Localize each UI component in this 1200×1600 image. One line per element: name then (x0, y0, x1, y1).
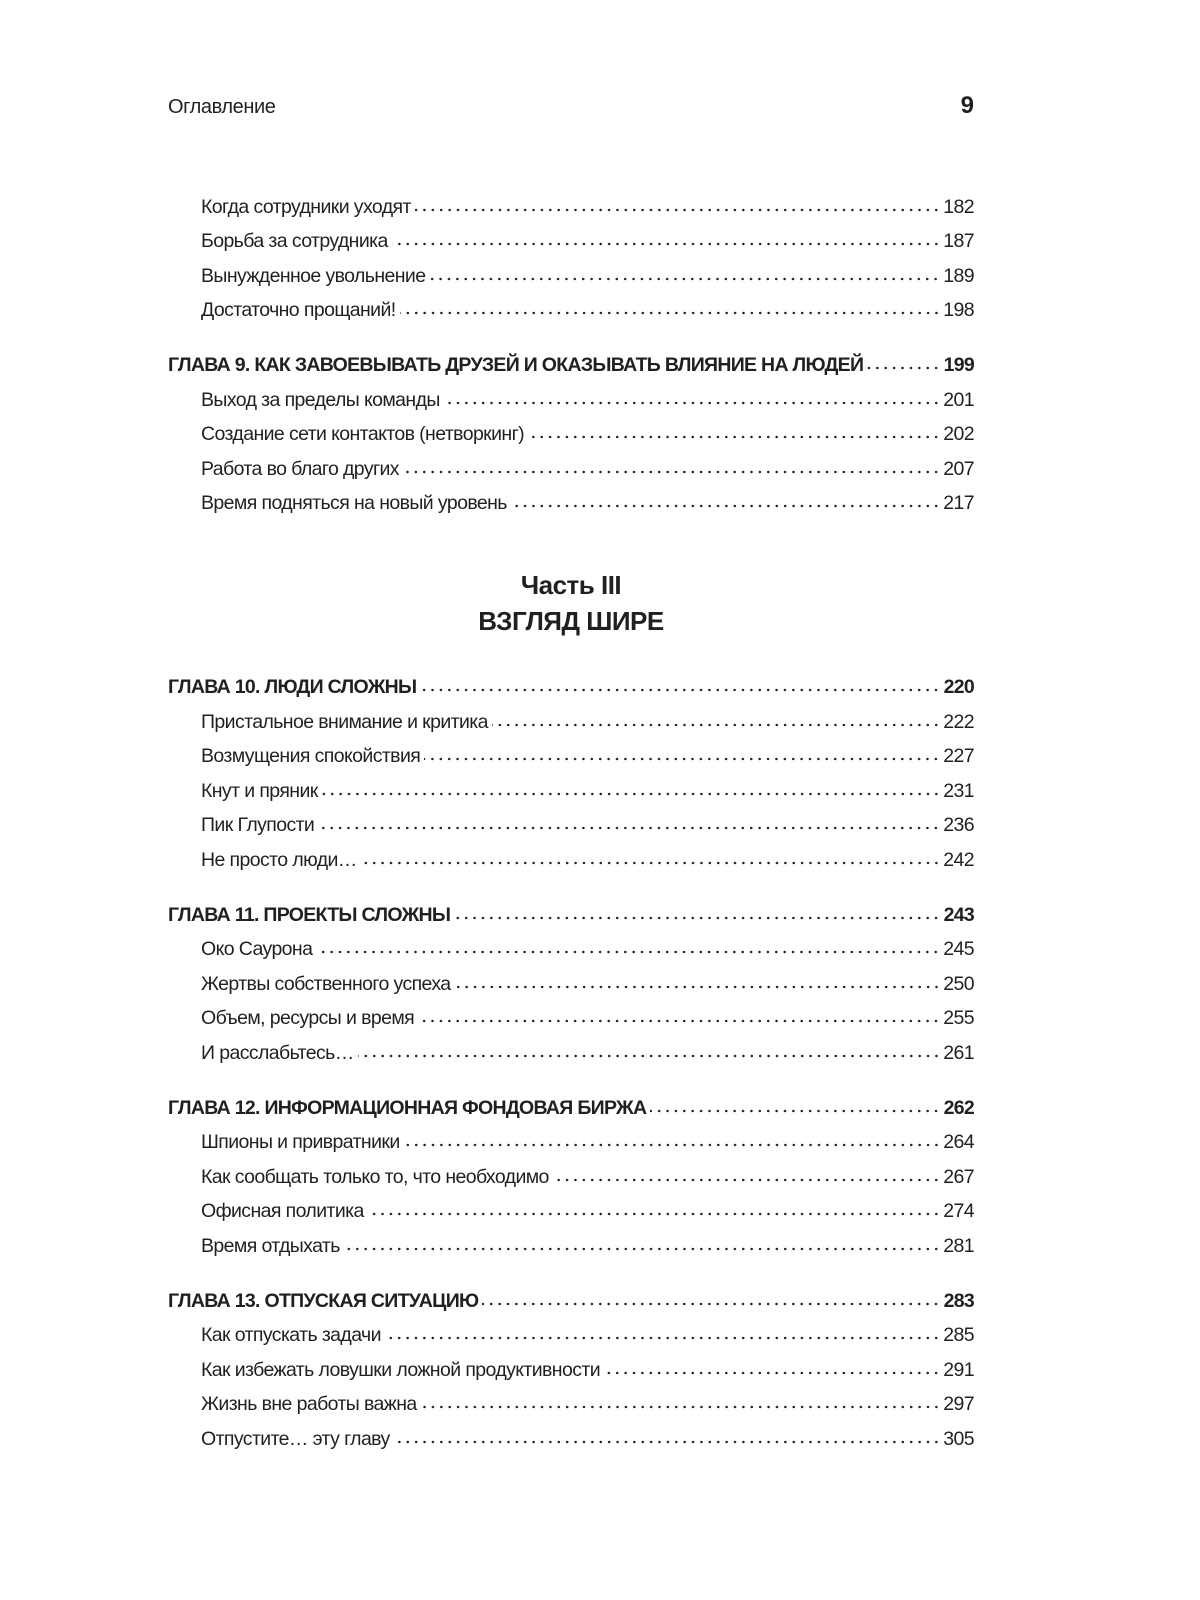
dot-leader (418, 1018, 940, 1024)
dot-leader (344, 1246, 940, 1252)
toc-chapter-entry[interactable] (168, 661, 974, 699)
toc-section-entry[interactable] (168, 481, 974, 516)
entry-page-number: 231 (943, 779, 974, 802)
entry-page-number: 267 (943, 1165, 974, 1188)
page-number: 9 (960, 92, 974, 119)
entry-title: Шпионы и привратники (201, 1131, 400, 1153)
toc-section-entry[interactable] (168, 837, 974, 872)
dot-leader (455, 984, 941, 990)
entry-page-number: 243 (943, 903, 974, 926)
dot-leader (444, 400, 940, 406)
entry-title: Выход за пределы команды (201, 388, 440, 411)
toc-section-entry[interactable] (168, 377, 974, 412)
toc-section-entry[interactable] (168, 803, 974, 838)
entry-page-number: 198 (943, 299, 974, 321)
entry-page-number: 262 (943, 1096, 974, 1119)
entry-title: Жертвы собственного успеха (201, 972, 451, 995)
entry-title: Не просто люди… (201, 848, 357, 871)
entry-title: Вынужденное увольнение (201, 264, 426, 287)
entry-page-number: 236 (943, 814, 974, 836)
dot-leader (454, 915, 940, 921)
dot-leader (394, 1439, 941, 1445)
dot-leader (404, 1142, 941, 1148)
entry-page-number: 285 (943, 1324, 974, 1346)
entry-title: ГЛАВА 12. ИНФОРМАЦИОННАЯ ФОНДОВАЯ БИРЖА (168, 1096, 647, 1119)
dot-leader (415, 207, 940, 213)
dot-leader (553, 1177, 940, 1183)
dot-leader (482, 1301, 940, 1307)
entry-page-number: 220 (943, 676, 974, 698)
entry-title: И расслабьтесь… (201, 1041, 354, 1064)
dot-leader (368, 1211, 941, 1217)
entry-page-number: 305 (943, 1427, 974, 1450)
dot-leader (316, 949, 940, 955)
entry-page-number: 245 (943, 938, 974, 960)
entry-title: ГЛАВА 13. ОТПУСКАЯ СИТУАЦИЮ (168, 1289, 479, 1312)
toc-chapter-entry[interactable] (168, 1082, 974, 1120)
entry-title: Как отпускать задачи (201, 1324, 381, 1346)
toc-section-entry[interactable] (168, 1189, 974, 1224)
toc-section-entry[interactable] (168, 288, 974, 323)
toc-section-entry[interactable] (168, 1120, 974, 1155)
dot-leader (421, 1404, 941, 1410)
toc-chapter-entry[interactable] (168, 889, 974, 927)
toc-section-entry[interactable] (168, 996, 974, 1031)
entry-title: Достаточно прощаний! (201, 299, 396, 321)
dot-leader (424, 756, 940, 762)
dot-leader (511, 503, 940, 509)
entry-page-number: 201 (943, 388, 974, 411)
entry-page-number: 250 (943, 972, 974, 995)
toc-section-entry[interactable] (168, 219, 974, 254)
toc-section-entry[interactable] (168, 734, 974, 769)
entry-page-number: 283 (943, 1289, 974, 1312)
dot-leader (403, 469, 940, 475)
entry-title: ГЛАВА 11. ПРОЕКТЫ СЛОЖНЫ (168, 903, 451, 926)
entry-title: ГЛАВА 9. КАК ЗАВОЕВЫВАТЬ ДРУЗЕЙ И ОКАЗЫВАТЬ ВЛИЯНИЕ НА ЛЮДЕЙ (168, 354, 864, 376)
entry-title: Создание сети контактов (нетворкинг) (201, 423, 524, 445)
toc-section-entry[interactable] (168, 1313, 974, 1348)
entry-title: Жизнь вне работы важна (201, 1393, 417, 1415)
entry-page-number: 182 (943, 195, 974, 218)
part-heading (168, 567, 974, 639)
toc-chapter-entry[interactable] (168, 1275, 974, 1313)
toc-section-entry[interactable] (168, 927, 974, 962)
part-label: Часть III (520, 570, 622, 600)
toc-section-entry[interactable] (168, 1030, 974, 1065)
toc-chapter-entry[interactable] (168, 339, 974, 377)
toc-section-entry[interactable] (168, 446, 974, 481)
entry-page-number: 264 (943, 1131, 974, 1153)
dot-leader (604, 1370, 940, 1376)
toc-section-entry[interactable] (168, 253, 974, 288)
toc-section-entry[interactable] (168, 1382, 974, 1417)
entry-title: Объем, ресурсы и время (201, 1007, 415, 1029)
toc-section-entry[interactable] (168, 1347, 974, 1382)
entry-title: Отпустите… эту главу (201, 1427, 390, 1450)
entry-title: Борьба за сотрудника (201, 230, 388, 252)
toc-section-entry[interactable] (168, 699, 974, 734)
entry-page-number: 207 (943, 457, 974, 480)
entry-title: Возмущения спокойствия (201, 745, 421, 767)
entry-title: Когда сотрудники уходят (201, 195, 411, 218)
entry-page-number: 291 (943, 1358, 974, 1381)
dot-leader (867, 365, 940, 371)
dot-leader (492, 722, 940, 728)
dot-leader (650, 1108, 940, 1114)
dot-leader (528, 434, 940, 440)
toc-section-entry[interactable] (168, 184, 974, 219)
entry-page-number: 222 (943, 710, 974, 733)
entry-page-number: 274 (943, 1200, 974, 1222)
dot-leader (385, 1335, 940, 1341)
entry-page-number: 297 (943, 1393, 974, 1415)
dot-leader (358, 1053, 941, 1059)
entry-page-number: 189 (943, 264, 974, 287)
dot-leader (361, 860, 941, 866)
running-title: Оглавление (168, 96, 276, 118)
toc-section-entry[interactable] (168, 412, 974, 447)
entry-title: Офисная политика (201, 1200, 364, 1222)
entry-page-number: 261 (943, 1041, 974, 1064)
table-of-contents (168, 184, 974, 1451)
toc-section-entry[interactable] (168, 1223, 974, 1258)
entry-title: Пик Глупости (201, 814, 315, 836)
entry-page-number: 227 (943, 745, 974, 767)
entry-page-number: 255 (943, 1007, 974, 1029)
entry-title: ГЛАВА 10. ЛЮДИ СЛОЖНЫ (168, 676, 417, 698)
dot-leader (318, 825, 940, 831)
dot-leader (400, 310, 941, 316)
entry-title: Кнут и пряник (201, 779, 318, 802)
dot-leader (429, 276, 940, 282)
entry-title: Пристальное внимание и критика (201, 710, 488, 733)
toc-section-entry[interactable] (168, 1416, 974, 1451)
entry-title: Око Саурона (201, 938, 313, 960)
dot-leader (420, 687, 940, 693)
entry-page-number: 242 (943, 848, 974, 871)
entry-title: Как сообщать только то, что необходимо (201, 1165, 549, 1188)
entry-page-number: 281 (943, 1234, 974, 1257)
entry-title: Работа во благо других (201, 457, 399, 480)
entry-title: Время отдыхать (201, 1234, 340, 1257)
toc-section-entry[interactable] (168, 961, 974, 996)
entry-page-number: 217 (943, 492, 974, 514)
entry-title: Время подняться на новый уровень (201, 492, 507, 514)
entry-page-number: 199 (943, 354, 974, 376)
dot-leader (322, 791, 941, 797)
entry-page-number: 202 (943, 423, 974, 445)
entry-page-number: 187 (943, 230, 974, 252)
toc-section-entry[interactable] (168, 1154, 974, 1189)
part-title: ВЗГЛЯД ШИРЕ (478, 606, 664, 636)
toc-section-entry[interactable] (168, 768, 974, 803)
dot-leader (392, 241, 941, 247)
entry-title: Как избежать ловушки ложной продуктивности (201, 1358, 600, 1381)
